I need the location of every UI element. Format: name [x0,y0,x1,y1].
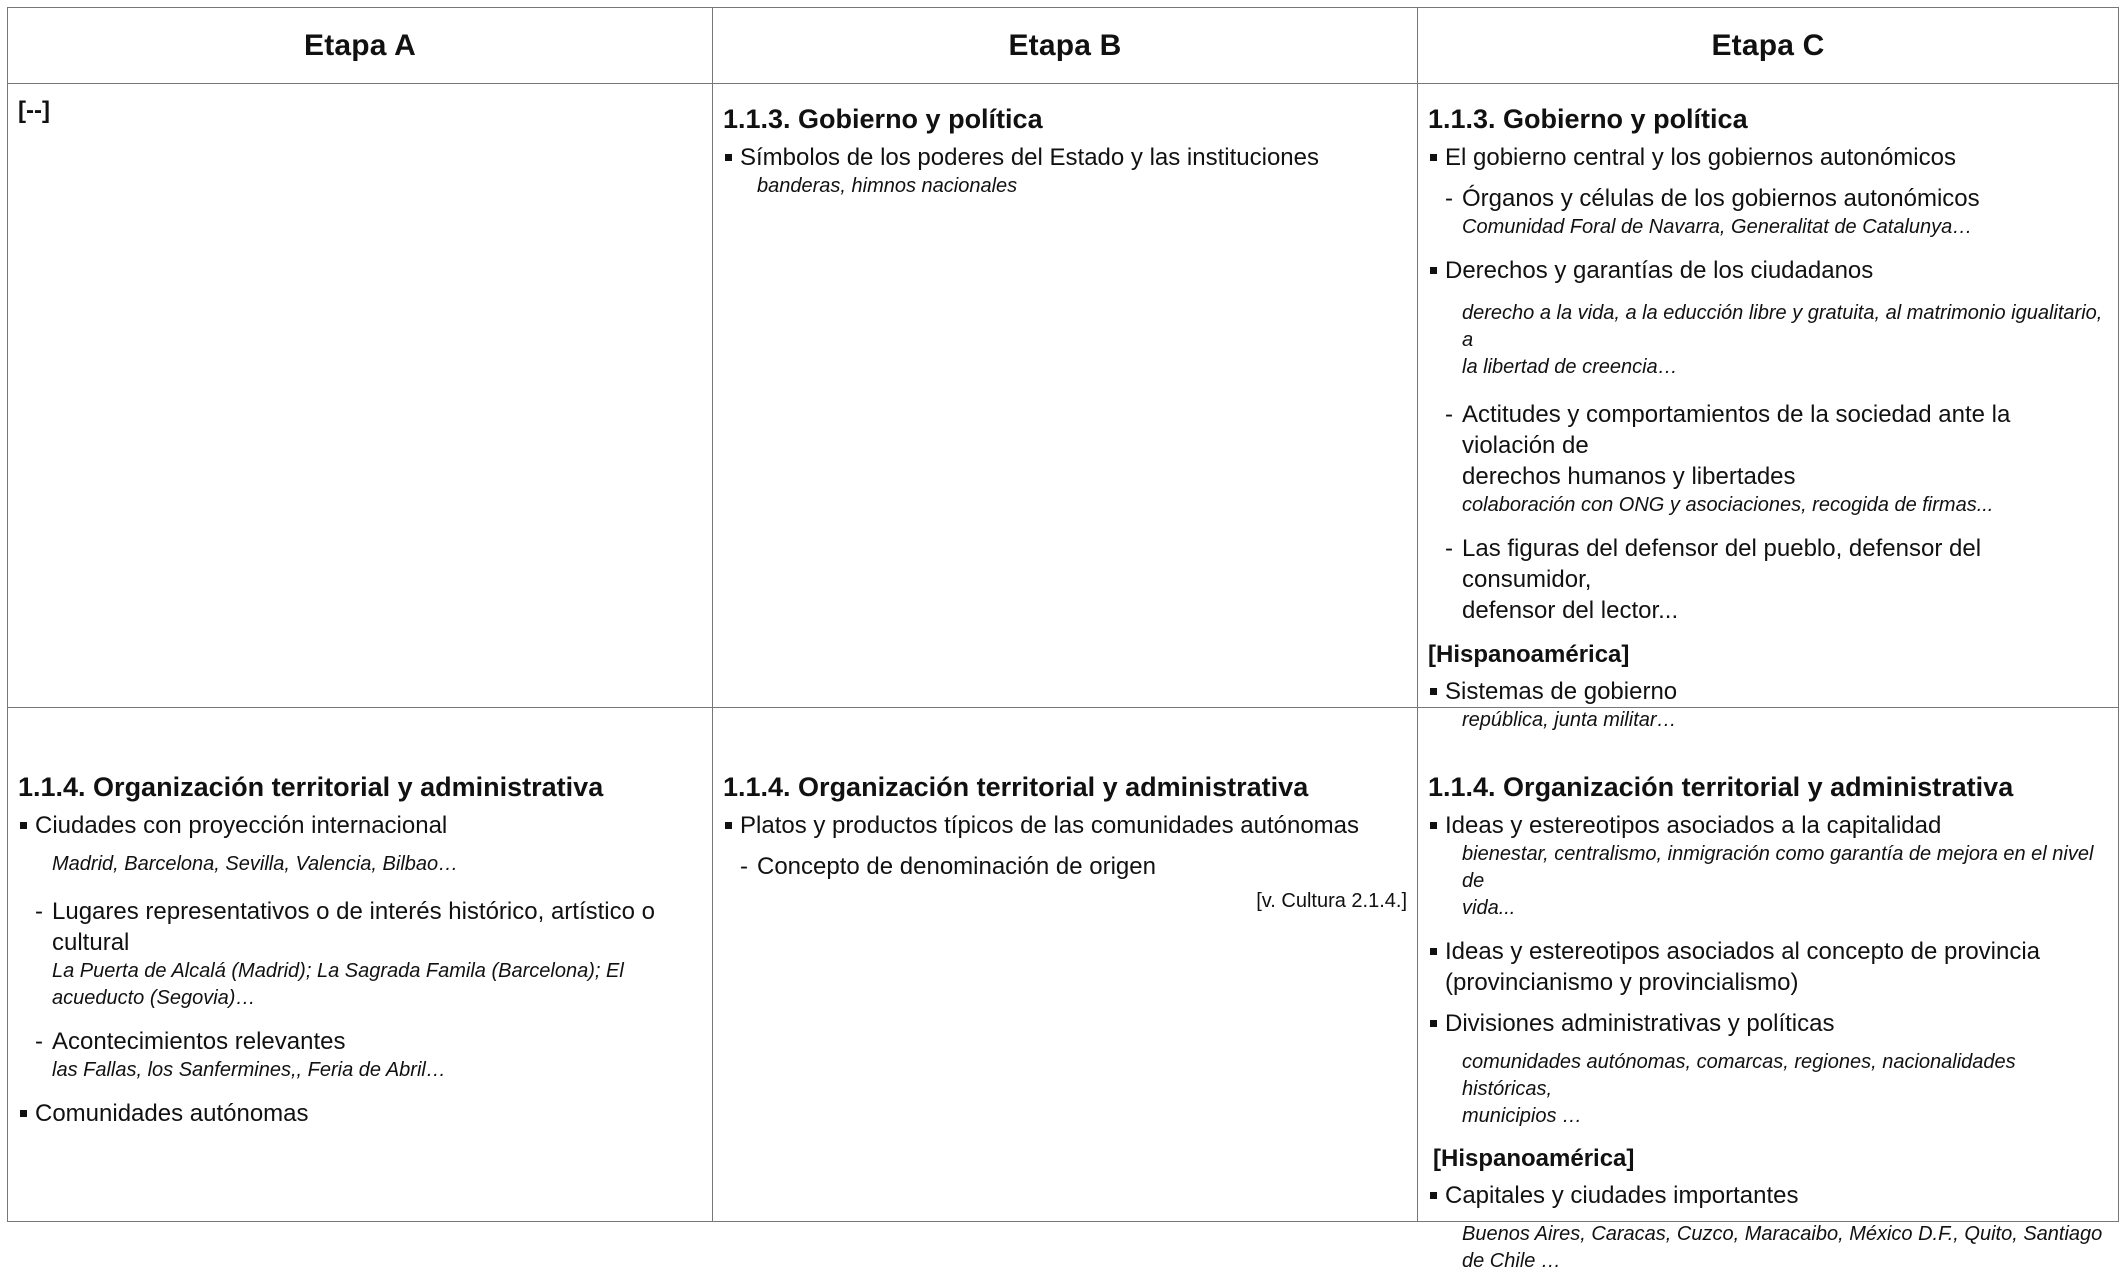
sub-item: - Actitudes y comportamientos de la sociedad ante la violación de [1445,401,2011,459]
dash-icon: - [1445,401,1453,428]
list-item: Divisiones administrativas y políticas [1428,1008,2108,1039]
section-title: 1.1.3. Gobierno y política [723,104,1043,134]
list-item: Capitales y ciudades importantes [1428,1180,2108,1211]
dash-icon: - [35,1028,43,1055]
cell-row1-etapa-b [713,102,1417,200]
bullet-square-icon [1430,154,1437,161]
region-label: [Hispanoamérica] [1428,641,1630,668]
bullet-square-icon [20,1110,27,1117]
example-text: de Chile … [1462,1250,1561,1272]
section-title: 1.1.3. Gobierno y política [1428,104,1748,134]
dash-icon: - [35,898,43,925]
bullet-square-icon [1430,688,1437,695]
header-etapa-c: Etapa C [1711,28,1825,62]
dash-icon: - [1445,535,1453,562]
curriculum-table [7,7,2119,1272]
sub-item: - Las figuras del defensor del pueblo, defensor del consumidor, [1445,535,1982,593]
example-text: La Puerta de Alcalá (Madrid); La Sagrada Famila (Barcelona); El [52,960,624,982]
example-text: derecho a la vida, a la educción libre y gratuita, al matrimonio igualitario, a [1462,302,2103,351]
header-etapa-b: Etapa B [1008,28,1122,62]
example-text: bienestar, centralismo, inmigración como garantía de mejora en el nivel de [1462,843,2094,892]
example-text: Buenos Aires, Caracas, Cuzco, Maracaibo, México D.F., Quito, Santiago [1462,1223,2103,1245]
section-title: 1.1.4. Organización territorial y administrativa [723,772,1309,802]
list-item: Ideas y estereotipos asociados a la capitalidad [1428,810,2108,841]
sub-item: - Acontecimientos relevantes [35,1028,346,1055]
example-text: las Fallas, los Sanfermines,, Feria de Abril… [52,1059,446,1081]
cross-reference: [v. Cultura 2.1.4.] [1256,890,1407,912]
bullet-square-icon [1430,948,1437,955]
cell-row2-etapa-a [8,770,712,1129]
list-item: Platos y productos típicos de las comunidades autónomas [723,810,1407,841]
example-text: acueducto (Segovia)… [52,987,256,1009]
list-item: Sistemas de gobierno [1428,676,2108,707]
sub-item: - Concepto de denominación de origen [740,853,1156,880]
section-title: 1.1.4. Organización territorial y administrativa [1428,772,2014,802]
list-item: Ideas y estereotipos asociados al concepto de provincia [1428,936,2108,967]
example-text: república, junta militar… [1462,709,1677,731]
example-text: comunidades autónomas, comarcas, regiones, nacionalidades históricas, [1462,1051,2016,1100]
example-text: Comunidad Foral de Navarra, Generalitat de Catalunya… [1462,216,1973,238]
bullet-square-icon [1430,267,1437,274]
list-item: Símbolos de los poderes del Estado y las instituciones [723,142,1407,173]
list-item: Comunidades autónomas [18,1098,702,1129]
list-item-continuation: (provincianismo y provincialismo) [1445,969,1799,996]
example-text: vida... [1462,897,1516,919]
sub-item: - Lugares representativos o de interés histórico, artístico o cultural [35,898,655,956]
header-etapa-a: Etapa A [304,28,416,62]
header-divider [8,83,2118,84]
cell-row2-etapa-c [1418,770,2118,1275]
cell-row1-etapa-c [1418,102,2118,734]
cell-row1-etapa-a [8,96,712,126]
list-item: Derechos y garantías de los ciudadanos [1428,255,2108,286]
bullet-square-icon [1430,1192,1437,1199]
dash-icon: - [1445,185,1453,212]
empty-placeholder: [--] [18,97,50,124]
bullet-square-icon [725,154,732,161]
list-item: Ciudades con proyección internacional [18,810,702,841]
example-text: municipios … [1462,1105,1583,1127]
region-label: [Hispanoamérica] [1433,1145,1635,1172]
cell-row2-etapa-b [713,770,1417,915]
bullet-square-icon [20,822,27,829]
example-text: la libertad de creencia… [1462,356,1678,378]
section-title: 1.1.4. Organización territorial y administrativa [18,772,604,802]
sub-item: - Órganos y células de los gobiernos autonómicos [1445,185,1980,212]
bullet-square-icon [1430,1020,1437,1027]
list-item: El gobierno central y los gobiernos autonómicos [1428,142,2108,173]
example-text: Madrid, Barcelona, Sevilla, Valencia, Bilbao… [52,853,459,875]
example-text: banderas, himnos nacionales [757,175,1018,197]
bullet-square-icon [1430,822,1437,829]
sub-item-continuation: derechos humanos y libertades [1462,463,1796,490]
example-text: colaboración con ONG y asociaciones, recogida de firmas... [1462,494,1994,516]
sub-item-continuation: defensor del lector... [1462,597,1679,624]
bullet-square-icon [725,822,732,829]
dash-icon: - [740,853,748,880]
